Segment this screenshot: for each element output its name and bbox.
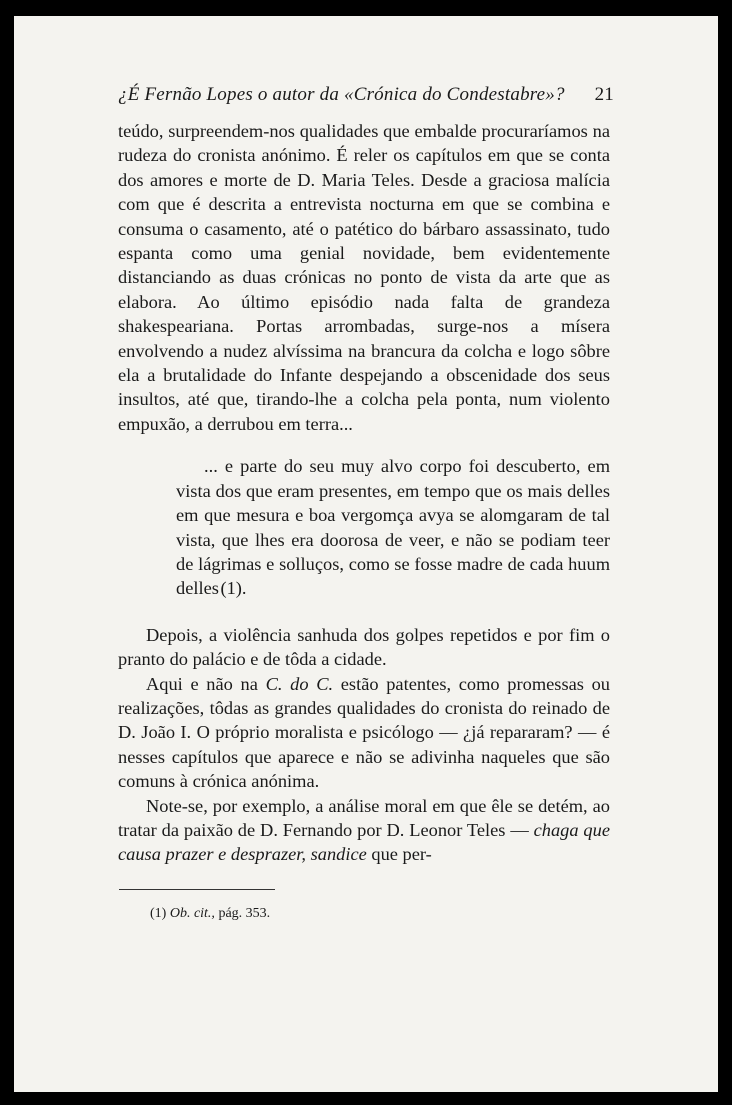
quote-indent (176, 456, 204, 476)
footnote (150, 906, 270, 922)
paragraph-3-text-b: estão patentes, como promessas ou realizações, tôdas as grandes qualidades do cronista do reinado de D. João I. O próprio moralista e psicólogo — ¿já repararam? — é nesses capítulos que aparece e não se adivinha naqueles que são comuns à crónica anónima. (118, 673, 610, 792)
paragraph-4-italic-2: sandice (310, 844, 367, 865)
paragraph-3-italic: C. do C. (265, 673, 334, 694)
quote-end: . (241, 578, 247, 599)
quote-note-ref: (1) (220, 578, 242, 599)
paragraph-2: Depois, a violência sanhuda dos golpes repetidos e por fim o pranto do palácio e de tôda a cidade. (118, 624, 610, 670)
paragraph-4-text-b: que per- (366, 844, 432, 865)
block-quote (176, 454, 610, 600)
paragraph-4-italic-1: chaga que causa prazer e desprazer, (118, 819, 610, 865)
footnote-mark: (1) (150, 906, 167, 921)
paragraph-1: teúdo, surpreendem-nos qualidades que embalde procuraríamos na rudeza do cronista anónimo. É reler os capítulos em que se conta dos amores e morte de D. Maria Teles. Desde a graciosa malícia com que é descrita a entrevista nocturna em que se combina e consuma o casamento, até o patético do bárbaro assassinato, tudo espanta como uma genial novidade, bem evidentemente distanciando as duas crónicas no ponto de vista da arte que as elabora. Ao último episódio nada falta de grandeza shakespeariana. Portas arrombadas, surge-nos a mísera envolvendo a nudez alvíssima na brancura da colcha e logo sôbre ela a brutalidade do Infante despejando a obscenidade dos seus insultos, até que, tirando-lhe a colcha pela ponta, num violento empuxão, a derrubou em terra... (118, 121, 610, 434)
header-title: ¿É Fernão Lopes o autor da «Crónica do Condestabre»? (118, 84, 565, 105)
paragraph-4 (118, 794, 610, 867)
page-number: 21 (594, 84, 614, 105)
running-header (118, 84, 614, 106)
footnote-source: Ob. cit., (169, 906, 215, 921)
paragraph-4-text-a: Note-se, por exemplo, a análise moral em que êle se detém, ao tratar da paixão de D. Fernando por D. Leonor Teles — (118, 795, 610, 840)
page-body (118, 119, 610, 867)
footnote-rule (119, 889, 275, 890)
paragraph-3-text-a: Aqui e não na (146, 673, 266, 694)
quote-text: ... e parte do seu muy alvo corpo foi descuberto, em vista dos que eram presentes, em tempo que os mais delles em que mesura e boa vergomça avya se alomgaram de tal vista, que lhes era doorosa de veer, e não se podiam teer de lágrimas e solluços, como se fosse madre de cada huum delles (176, 456, 610, 599)
footnote-page: pág. 353. (218, 906, 271, 921)
paragraph-3 (118, 672, 610, 794)
book-page (14, 16, 718, 1092)
